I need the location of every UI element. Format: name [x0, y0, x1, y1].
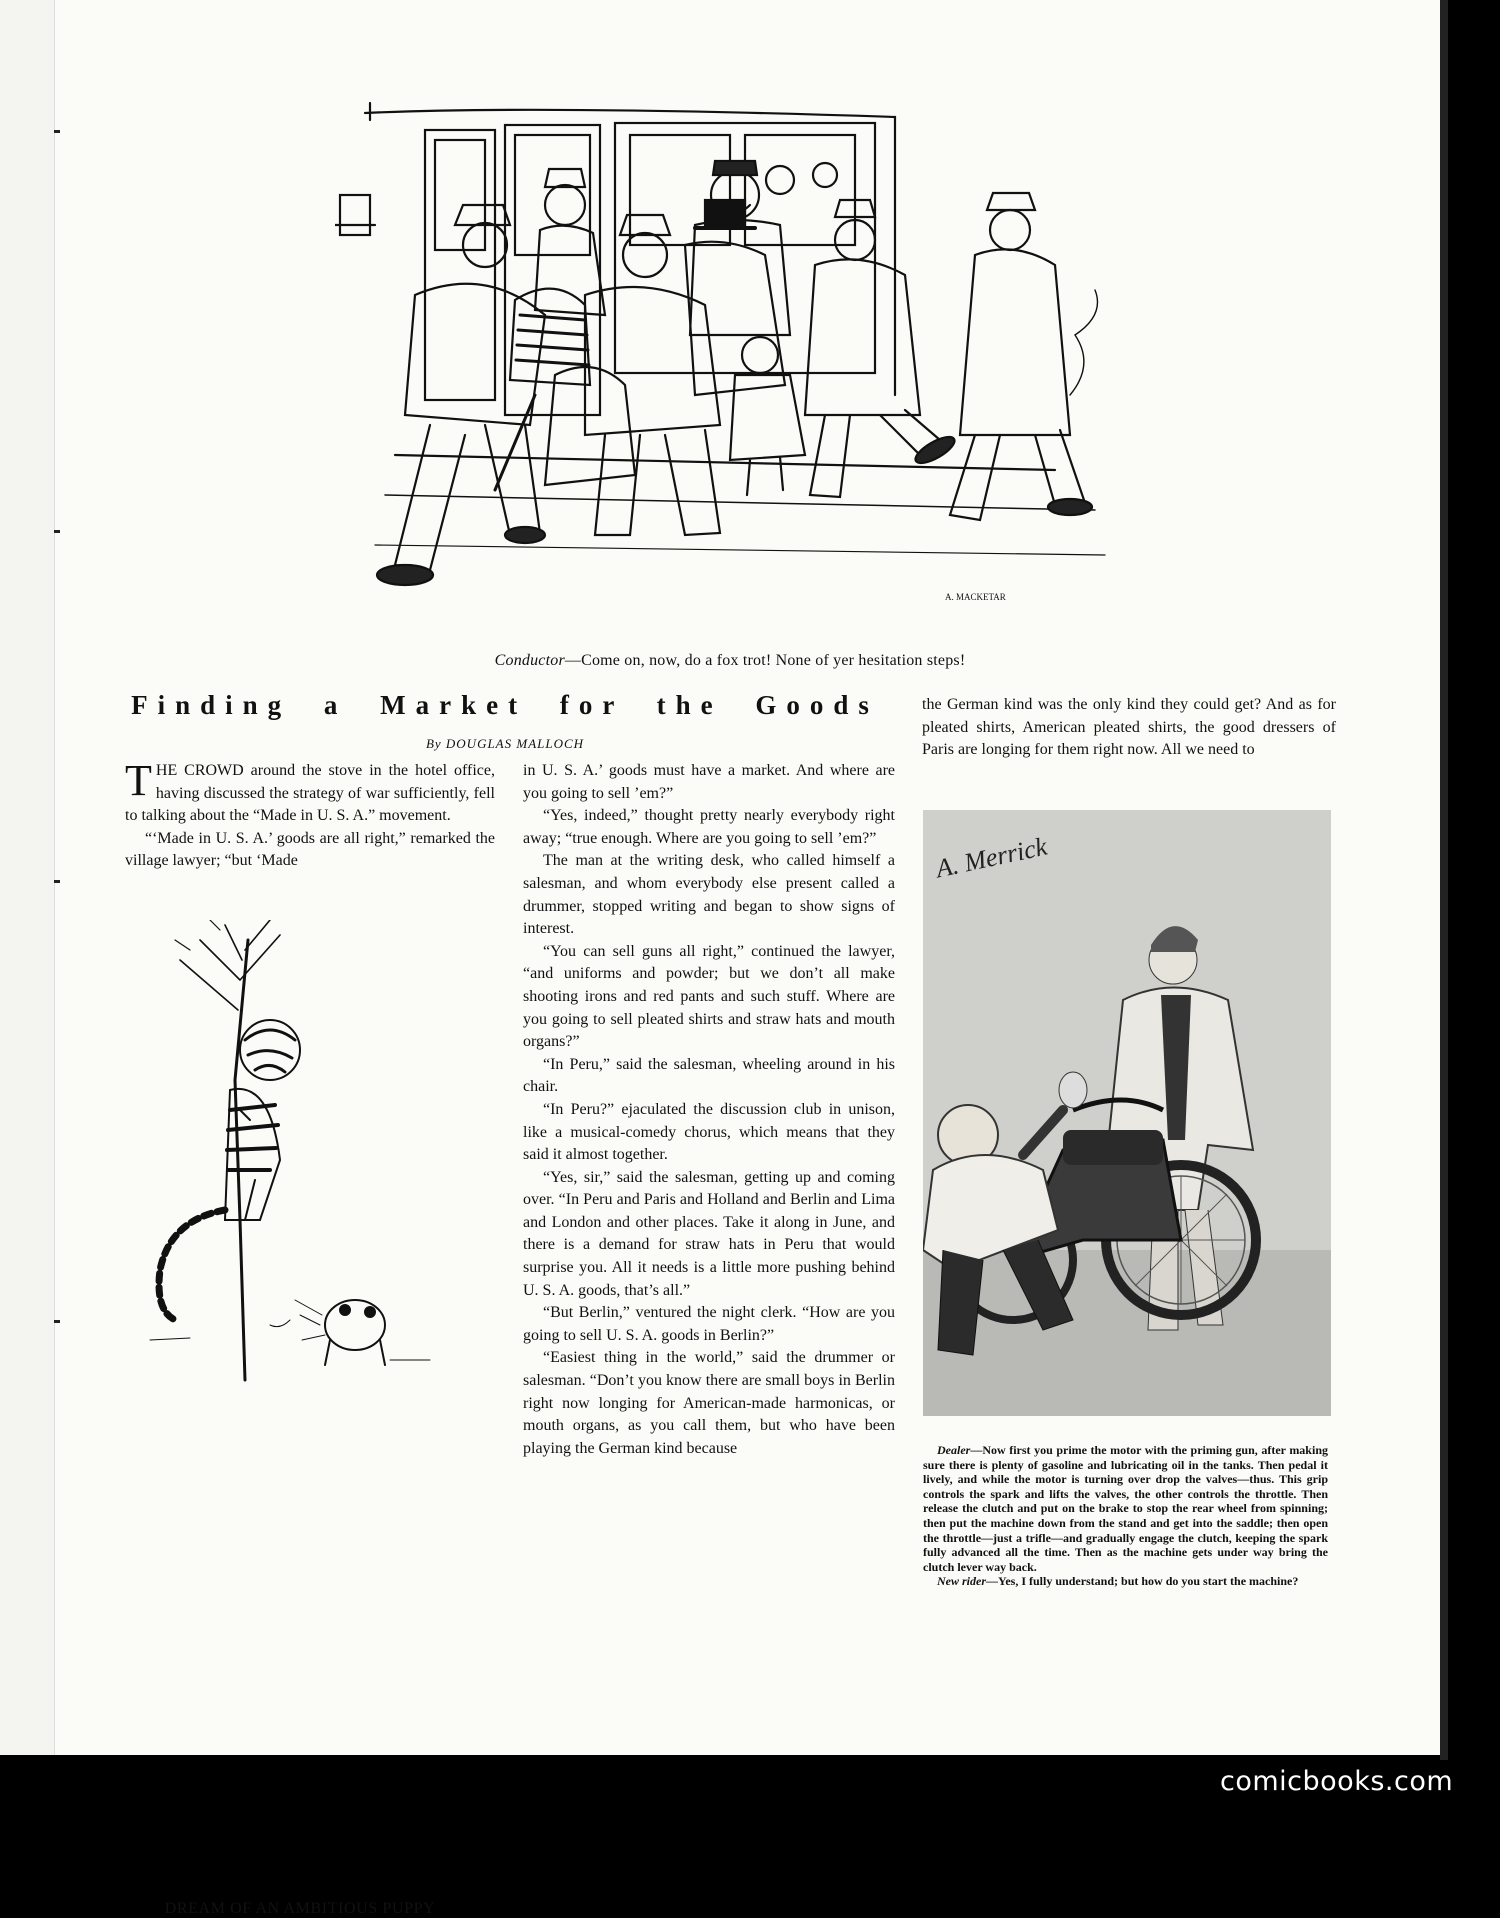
binding-mark: [54, 1320, 60, 1323]
streetcar-drawing: [335, 95, 1115, 640]
illustrator-signature: A. MACKETAR: [945, 592, 1006, 602]
article-column-2: [523, 760, 895, 1460]
opening-paragraph: [125, 756, 496, 828]
lead-words: HE CROWD: [155, 762, 244, 779]
binding-mark: [54, 530, 60, 533]
watermark: comicbooks.com: [1220, 1766, 1454, 1797]
paragraph: “Yes, indeed,” thought pretty nearly everybody right away; “true enough. Where are you going to sell ’em?”: [523, 807, 895, 847]
caption-text: —Come on, now, do a fox trot! None of yer hesitation steps!: [564, 652, 966, 669]
paragraph: in U. S. A.’ goods must have a market. And where are you going to sell ’em?”: [523, 762, 895, 802]
streetcar-caption: [360, 652, 1100, 670]
puppy-drawing: [130, 920, 470, 1395]
opening-text: around the stove in the hotel office, having discussed the strategy of war sufficiently, fell to talking about the “Made in U. S. A.” movement.: [125, 762, 496, 825]
article-column-3: [922, 694, 1336, 762]
page-spine: [0, 0, 55, 1755]
motorcycle-drawing: [923, 810, 1331, 1416]
caption-paragraph: [923, 1574, 1328, 1589]
caption-text: —Now first you prime the motor with the priming gun, after making sure there is plenty of gasoline and lubricating oil in the tanks. Then pedal it lively, and while the motor is turning over drop the valves—thus. This grip controls the spark and lifts the valves, the other controls the throttle. Then release the clutch and put on the brake to stop the rear wheel from spinning; then put the machine down from the stand and get into the saddle; then open the throttle—just a trifle—and gradually engage the clutch, keeping the spark fully advanced all the time. Then as the machine gets under way bring the clutch lever way back.: [923, 1443, 1328, 1574]
motorcycle-illustration: [923, 810, 1331, 1416]
puppy-caption: DREAM OF AN AMBITIOUS PUPPY: [164, 1900, 436, 1917]
drop-cap: T: [125, 756, 152, 805]
paragraph: “‘Made in U. S. A.’ goods are all right,” remarked the village lawyer; “but ‘Made: [125, 829, 495, 870]
binding-mark: [54, 130, 60, 133]
paragraph: “Yes, sir,” said the salesman, getting up and coming over. “In Peru and Paris and Holland and Berlin and Lima and London and other places. Take it along in June, and there is a demand for straw hats in Peru that would surprise you. All it needs is a little more pushing behind U. S. A. goods, that’s all.”: [523, 1168, 895, 1299]
article-byline: By DOUGLAS MALLOCH: [425, 736, 585, 751]
paragraph: the German kind was the only kind they could get? And as for pleated shirts, American pleated shirts, the good dressers of Paris are longing for them right now. All we need to: [922, 696, 1336, 759]
caption-paragraph: [923, 1443, 1328, 1574]
caption-speaker: New rider: [937, 1574, 986, 1589]
binding-mark: [54, 880, 60, 883]
streetcar-crowd-illustration: [335, 95, 1115, 640]
page-edge: [1440, 0, 1448, 1760]
paragraph: “But Berlin,” ventured the night clerk. “How are you going to sell U. S. A. goods in Berlin?”: [523, 1304, 895, 1344]
caption-speaker: Conductor: [494, 652, 565, 669]
paragraph: “Easiest thing in the world,” said the drummer or salesman. “Don’t you know there are small boys in Berlin right now longing for American-made harmonicas, or mouth organs, as you call them, but who have been playing the German kind because: [523, 1349, 895, 1457]
paragraph: The man at the writing desk, who called himself a salesman, and whom everybody else present called a drummer, stopped writing and began to show signs of interest.: [523, 852, 895, 938]
motorcycle-caption: [923, 1443, 1328, 1589]
puppy-dream-illustration: [130, 920, 470, 1395]
paragraph: “You can sell guns all right,” continued the lawyer, “and uniforms and powder; but we don’t all make shooting irons and red pants and such stuff. Where are you going to sell pleated shirts and straw hats and mouth organs?”: [523, 942, 895, 1051]
paragraph: “In Peru?” ejaculated the discussion club in unison, like a musical-comedy chorus, which means that they said it almost together.: [523, 1100, 895, 1164]
article-title: Finding a Market for the Goods: [131, 690, 879, 720]
caption-text: —Yes, I fully understand; but how do you start the machine?: [986, 1574, 1299, 1589]
article-column-1: [125, 756, 496, 873]
paragraph: “In Peru,” said the salesman, wheeling around in his chair.: [523, 1055, 895, 1096]
caption-speaker: Dealer: [937, 1443, 971, 1457]
illustrator-signature: A. Merrick: [933, 831, 1050, 884]
